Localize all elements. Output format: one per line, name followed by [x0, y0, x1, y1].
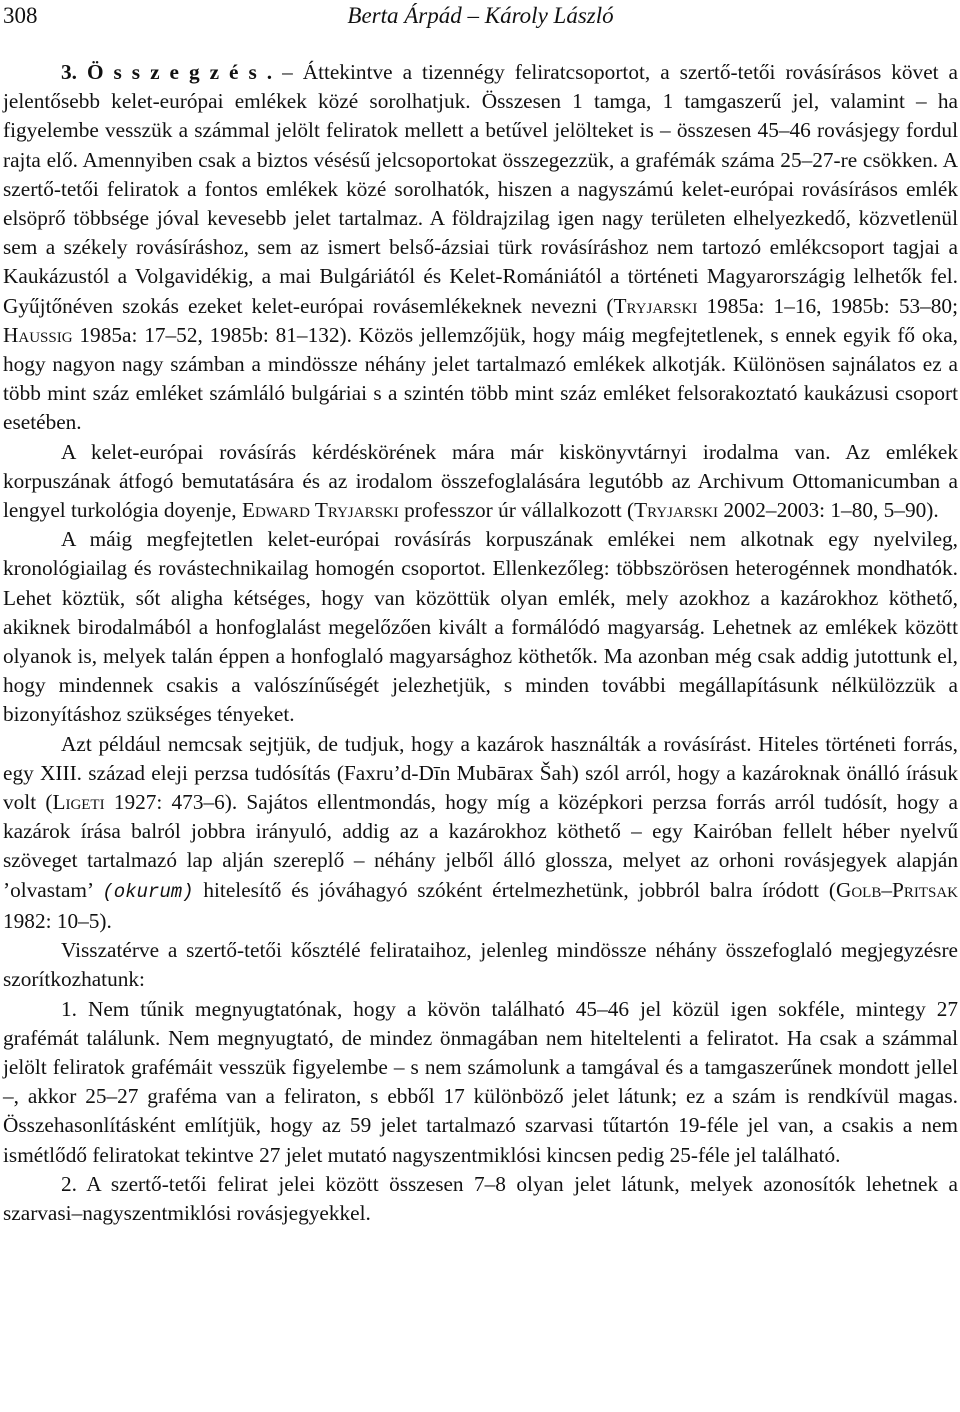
paragraph-text: hitelesítő és jóváhagyó szóként értelmezhetünk, jobbról balra íródott (: [193, 877, 836, 902]
author-citation: Pritsak: [891, 877, 958, 902]
paragraph-remark-1: 1. Nem tűnik megnyugtatónak, hogy a kövön található 45–46 jel közül igen sokféle, mintegy 27 grafémát találunk. Nem megnyugtató, de mindez önmagában nem hiteltelenti a feliratot. Ha csak a számmal jelölt feliratok grafémáit vesszük figyelembe – s nem számolunk a tamgával és a tamgaszerűnek mondott jellel –, akkor 25–27 graféma van a feliraton, s ebből 17 különböző jelet látunk; ez a szám is rendkívül magas. Összehasonlításként említjük, hogy az 59 jelet tartalmazó szarvasi tűtartón 19-féle jel van, a csakis a nem ismétlődő feliratokat tekintve 27 jelet mutató nagyszentmiklósi kincsen pedig 25-féle jel található.: [3, 996, 958, 1167]
paragraph-text: –: [881, 877, 892, 902]
book-page: [3, 0, 958, 1225]
paragraph-summary: [3, 58, 958, 438]
paragraph-remarks-intro: Visszatérve a szertő-tetői kősztélé felirataihoz, jelenleg mindössze néhány összefoglaló megjegyzésre szorítkozhatunk:: [3, 938, 958, 992]
paragraph-text: 1985a: 17–52, 1985b: 81–132). Közös jellemzőjük, hogy máig megfejtetlenek, s ennek egyik fő oka, hogy nagyon nagy számban a mindössze néhány jelet tartalmazó emlékek alkotják. Különösen sajnálatos ez a több mint száz emléket számláló bulgáriai s a szintén több mint száz emléket felsorakoztató kaukázusi csoport esetében.: [3, 322, 958, 435]
paragraph-corpus: A máig megfejtetlen kelet-európai rovásírás korpuszának emlékei nem alkotnak egy nyelvileg, kronológiailag és rovástechnikailag homogén csoportot. Ellenkezőleg: többszörösen heterogénnek mondhatók. Lehet köztük, sőt aligha kétséges, hogy van közöttük olyan emlék, mely azokhoz a kazárokhoz köthető, akiknek birodalmából a honfoglalást megelőzően kivált a formálódó magyarság. Lehetnek az emlékek között olyanok is, melyek talán éppen a honfoglaló magyarsághoz köthetők. Ma azonban még csak addig jutottunk el, hogy mindennek csakis a valószínűségét jelezhetjük, s minden további megállapításunk nélkülözzük a bizonyításhoz szükséges tényeket.: [3, 527, 958, 727]
running-title: Berta Árpád – Károly László: [347, 3, 614, 28]
paragraph-text: – Áttekintve a tizennégy feliratcsoportot, a szertő-tetői rovásírásos követ a jelentősebb kelet-európai emlékek közé sorolhatjuk. Összesen 1 tamga, 1 tamgaszerű jel, valamint – ha figyelembe vesszük a számmal jelölt feliratok mellett a betűvel jelölteket is – összesen 45–46 rovásjegy fordul rajta elő. Amennyiben csak a biztos vésésű jelcsoportokat összegezzük, a grafémák száma 25–27-re csökken. A szertő-tetői feliratok a fontos emlékek közé sorolhatók, hiszen a nagyszámú kelet-európai rovásírásos emlék elsöprő többsége jóval kevesebb jelet tartalmaz. A földrajzilag igen nagy területen elhelyezkedő, közvetlenül sem a székely rovásíráshoz, sem az ismert belső-ázsiai türk rovásíráshoz nem tartozó emlékcsoport tagjai a Kaukázustól a Volgavidékig, a mai Bulgáriától és Kelet-Romániától a történeti Magyarországig lelhetők fel. Gyűjtőnéven szokás ezeket kelet-európai rovásemlékeknek nevezni (: [3, 60, 958, 318]
paragraph-text: A kelet-európai rovásírás kérdéskörének mára már kiskönyvtárnyi irodalma van. Az emlékek korpuszának átfogó bemutatására és az irodalom összefoglalására legutóbb az Archivum Ottomanicumban a lengyel turkológia doyenje,: [3, 439, 958, 523]
author-citation: Edward Tryjarski: [241, 498, 399, 523]
paragraph-text: Azt például nemcsak sejtjük, de tudjuk, hogy a kazárok használták a rovásírást. Hiteles történeti forrás, egy XIII. század eleji perzsa tudósítás (Faxru’d-Dīn Mubārax Šah) szól arról, hogy a kazároknak önálló írásuk volt (: [3, 731, 958, 815]
author-citation: Tryjarski: [634, 498, 718, 523]
paragraph-text: 1985a: 1–16, 1985b: 53–80;: [697, 293, 958, 318]
paragraph-literature: [3, 438, 958, 526]
section-title: 3. Ö s s z e g z é s .: [61, 60, 273, 84]
page-number: 308: [3, 3, 38, 28]
author-citation: Ligeti: [52, 790, 105, 815]
author-citation: Haussig: [3, 322, 73, 347]
paragraph-text: professzor úr vállalkozott (: [398, 498, 635, 523]
paragraph-khazars: [3, 730, 958, 936]
body-text: [3, 58, 958, 1228]
page-header: [3, 0, 958, 34]
paragraph-text: 1927: 473–6). Sajátos ellentmondás, hogy míg a középkori perzsa forrás arról tudósít, hogy a kazárok írása balról jobbra irányuló, addig az a kazárokhoz köthető – egy Kairóban fellelt héber nyelvű szöveget tartalmazó lap alján szereplő – néhány jelből álló glossza, melyet az orhoni rovásjegyek alapján ’olvastam’: [3, 790, 958, 902]
paragraph-text: 2002–2003: 1–80, 5–90).: [718, 498, 939, 523]
author-citation: Tryjarski: [613, 293, 698, 318]
italic-term: (okurum): [102, 880, 194, 903]
paragraph-remark-2: 2. A szertő-tetői felirat jelei között összesen 7–8 olyan jelet látunk, melyek azonosítók lehetnek a szarvasi–nagyszentmiklósi rovásjegyekkel.: [3, 1171, 958, 1225]
author-citation: Golb: [835, 877, 882, 902]
paragraph-text: 1982: 10–5).: [3, 908, 112, 933]
